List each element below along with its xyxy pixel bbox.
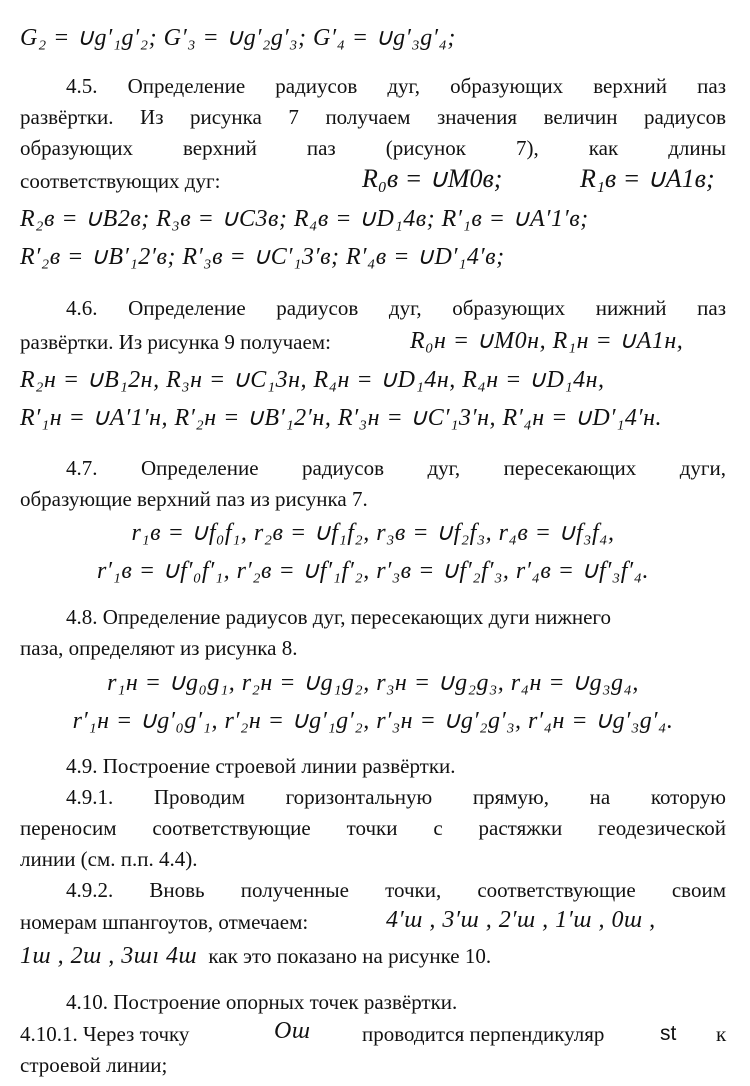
formula-g-line: G₂ = ∪g′₁g′₂; G′₃ = ∪g′₂g′₃; G′₄ = ∪g′₃g′₄; — [20, 25, 456, 51]
point-label: Ош — [274, 1018, 311, 1044]
paragraph-line: образующие верхний паз из рисунка 7. — [20, 487, 368, 511]
section-4-9-heading: 4.9. Построение строевой линии развёртки. — [66, 754, 456, 778]
paragraph-line: линии (см. п.п. 4.4). — [20, 847, 198, 871]
frame-marks: 1ш , 2ш , 3шı 4ш — [20, 943, 198, 969]
section-4-7-heading: 4.7. Определение радиусов дуг, пересекающих дуги, — [66, 456, 726, 480]
paragraph-line: переносим соответствующие точки с растяжки геодезической — [20, 816, 726, 840]
paragraph-line — [20, 165, 726, 197]
section-4-8-heading: 4.8. Определение радиусов дуг, пересекающих дуги нижнего — [66, 605, 611, 629]
formula-line: R′₁н = ∪A′1′н, R′₂н = ∪B′₁2′н, R′₃н = ∪C′₁3′н, R′₄н = ∪D′₁4′н. — [20, 405, 663, 431]
formula-line: R₂в = ∪B2в; R₃в = ∪C3в; R₄в = ∪D₁4в; R′₁в = ∪A′1′в; — [20, 206, 589, 232]
paragraph-line: 4.9.1. Проводим горизонтальную прямую, на которую — [66, 785, 726, 809]
paragraph-line: 4.9.2. Вновь полученные точки, соответствующие своим — [66, 878, 726, 902]
paragraph-text: как это показано на рисунке 10. — [208, 944, 492, 968]
segment-label: st — [660, 1022, 677, 1045]
paragraph-text: к — [716, 1022, 727, 1046]
formula-line: r₁в = ∪f₀f₁, r₂в = ∪f₁f₂, r₃в = ∪f₂f₃, r₄в = ∪f₃f₄, — [131, 520, 615, 546]
paragraph-text: соответствующих дуг: — [20, 169, 221, 193]
formula-line: R′₂в = ∪B′₁2′в; R′₃в = ∪C′₁3′в; R′₄в = ∪D′₁4′в; — [20, 244, 505, 270]
formula-r1v: R₁в = ∪A1в; — [580, 164, 715, 193]
formula-r0n-r1n: R₀н = ∪M0н, R₁н = ∪A1н, — [410, 328, 684, 354]
paragraph-line: строевой линии; — [20, 1053, 168, 1077]
paragraph-line — [20, 326, 726, 358]
formula-line: r′₁в = ∪f′₀f′₁, r′₂в = ∪f′₁f′₂, r′₃в = ∪f′₂f′₃, r′₄в = ∪f′₃f′₄. — [96, 558, 650, 584]
section-4-10-heading: 4.10. Построение опорных точек развёртки. — [66, 990, 458, 1014]
formula-line: r′₁н = ∪g′₀g′₁, r′₂н = ∪g′₁g′₂, r′₃н = ∪g′₂g′₃, r′₄н = ∪g′₃g′₄. — [72, 708, 674, 734]
paragraph-line — [20, 906, 726, 938]
paragraph-line — [20, 940, 726, 972]
paragraph-line: паза, определяют из рисунка 8. — [20, 636, 298, 660]
paragraph-line: образующих верхний паз (рисунок 7), как длины — [20, 136, 726, 160]
formula-line: r₁н = ∪g₀g₁, r₂н = ∪g₁g₂, r₃н = ∪g₂g₃, r₄н = ∪g₃g₄, — [107, 670, 639, 696]
paragraph-text: проводится перпендикуляр — [362, 1022, 605, 1046]
section-4-6-heading: 4.6. Определение радиусов дуг, образующих нижний паз — [66, 296, 726, 320]
frame-marks: 4′ш , 3′ш , 2′ш , 1′ш , 0ш , — [386, 907, 656, 933]
paragraph-line — [20, 1018, 726, 1050]
formula-r0v: R₀в = ∪M0в; — [362, 164, 503, 193]
paragraph-text: развёртки. Из рисунка 9 получаем: — [20, 330, 331, 354]
paragraph-line: развёртки. Из рисунка 7 получаем значения величин радиусов — [20, 105, 726, 129]
formula-line: R₂н = ∪B₁2н, R₃н = ∪C₁3н, R₄н = ∪D₁4н, R₄н = ∪D₁4н, — [20, 367, 605, 393]
paragraph-text: номерам шпангоутов, отмечаем: — [20, 910, 309, 934]
paragraph-text: 4.10.1. Через точку — [20, 1022, 190, 1046]
section-4-5-heading: 4.5. Определение радиусов дуг, образующих верхний паз — [66, 74, 726, 98]
